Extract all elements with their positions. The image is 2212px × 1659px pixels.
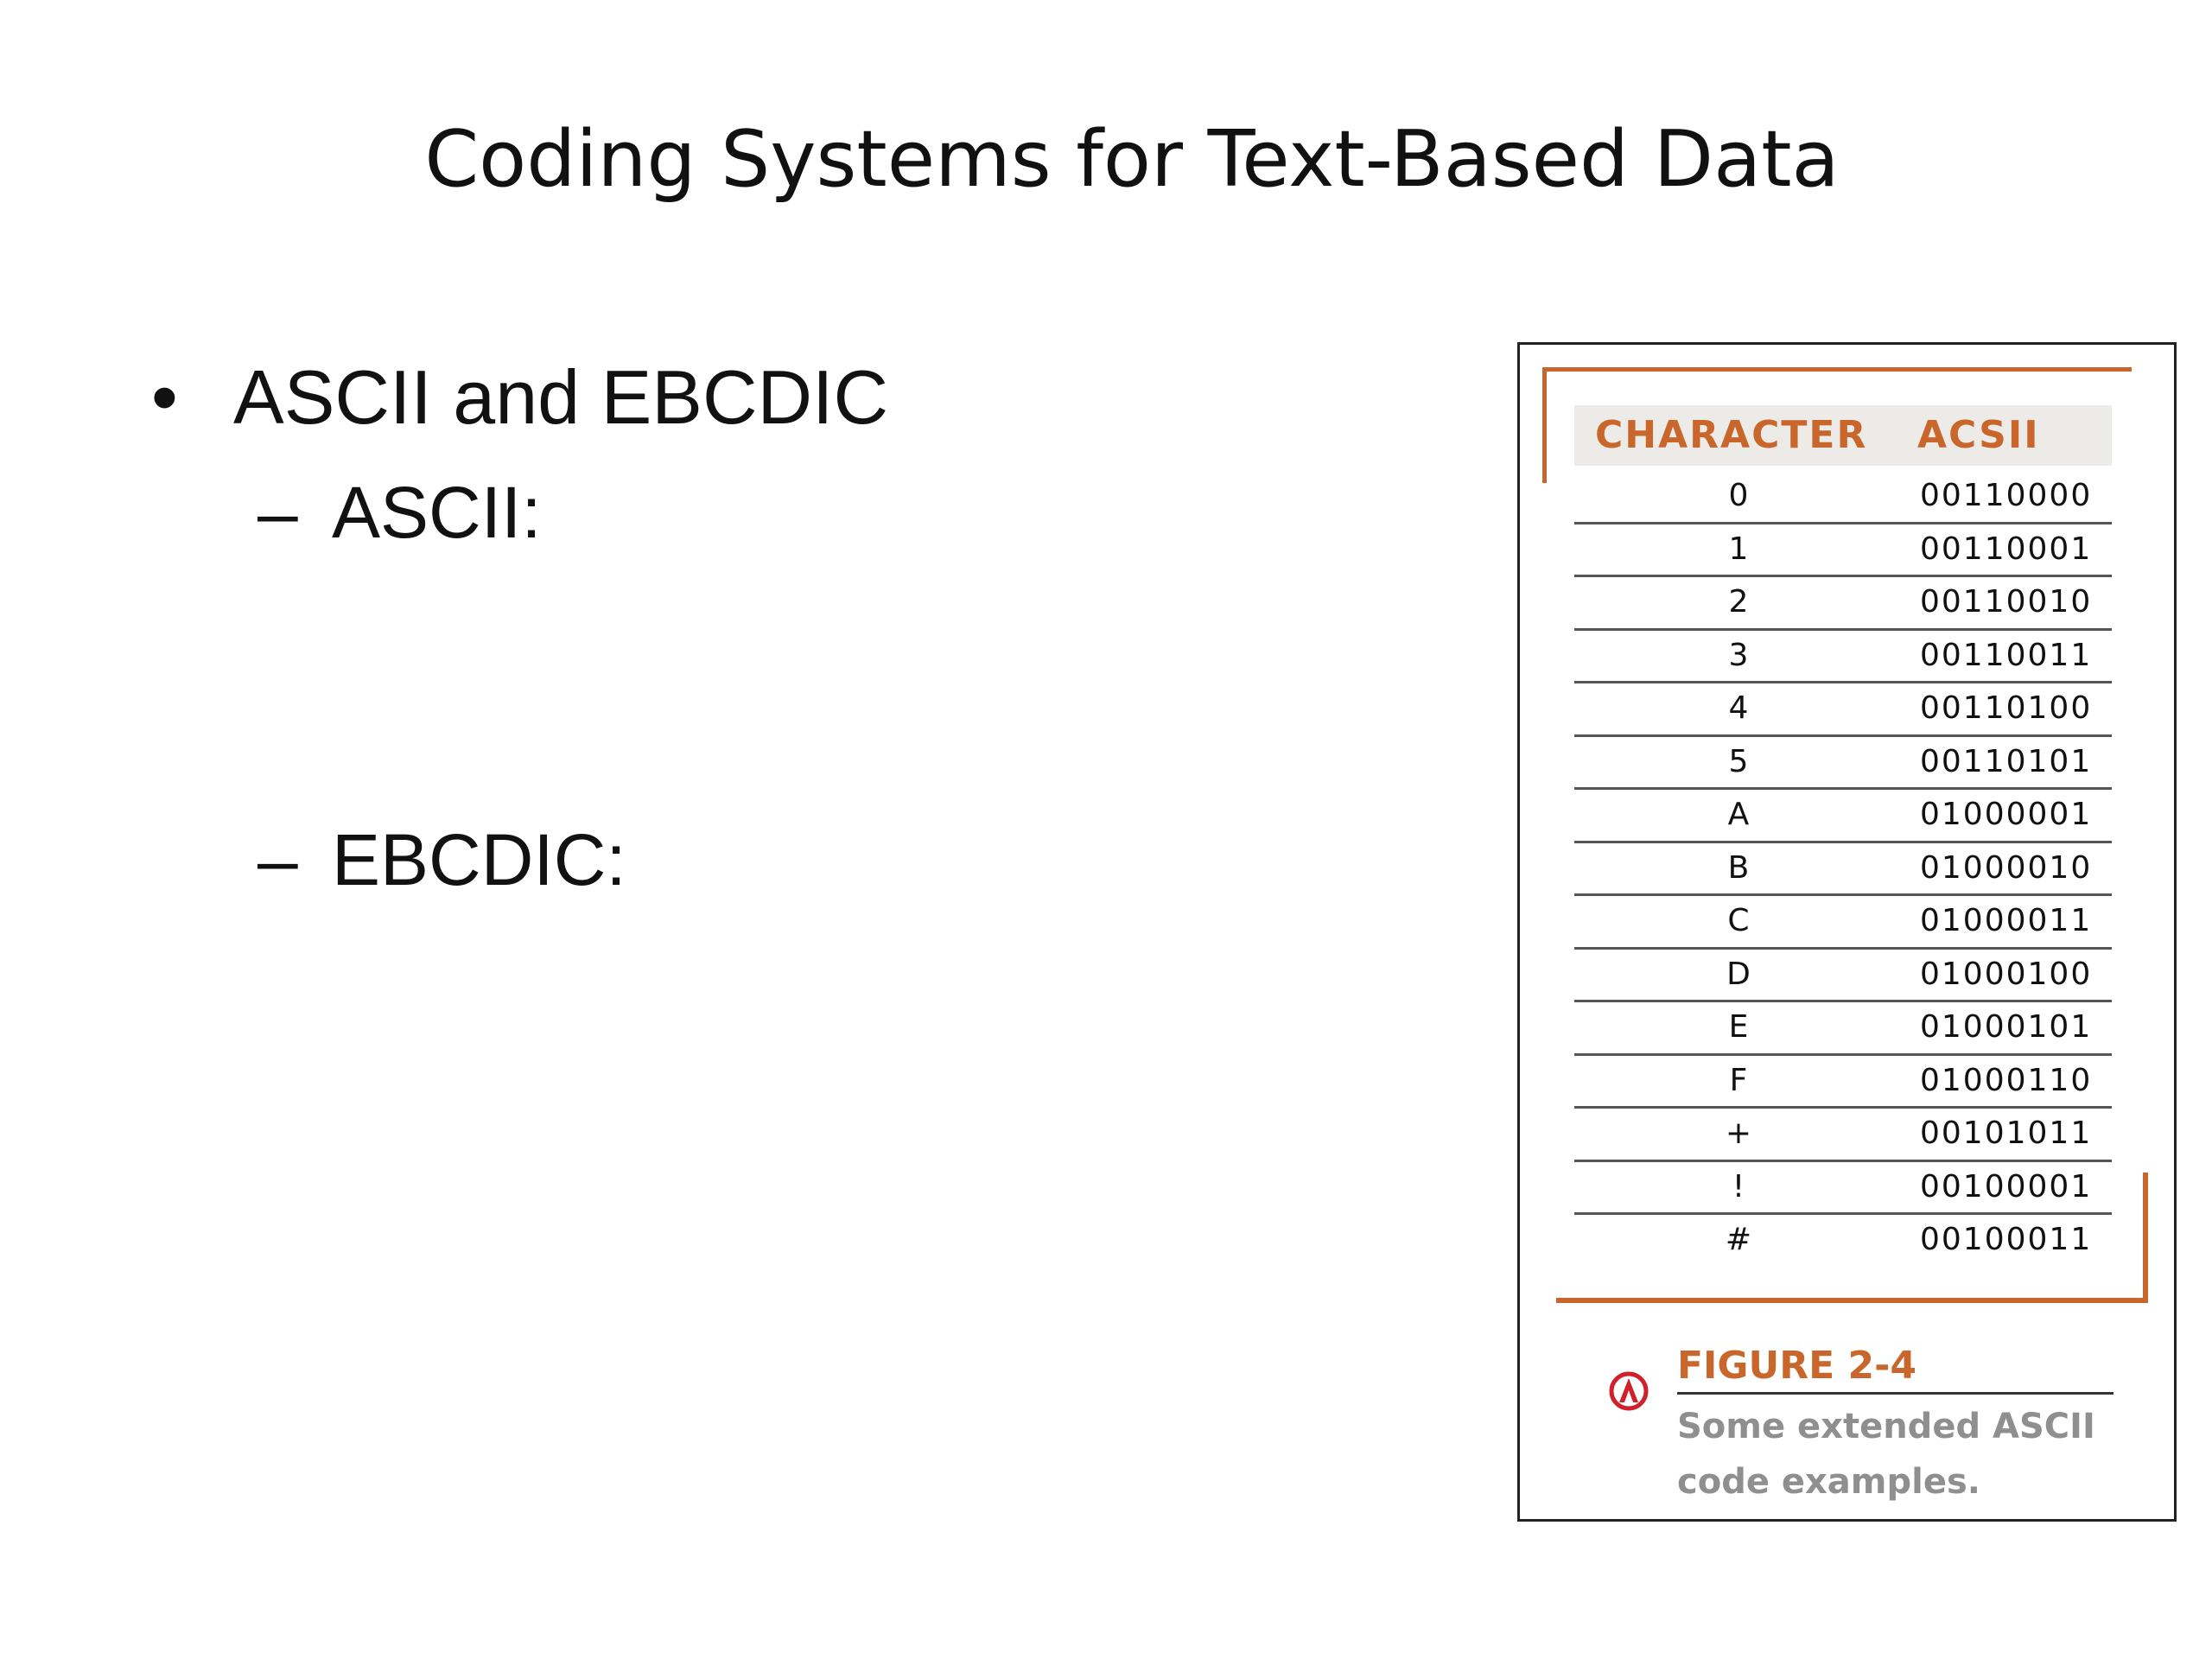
ascii-code-cell: 01000110 (1920, 1062, 2093, 1098)
table-row (1574, 524, 2112, 578)
ascii-code-cell: 00110101 (1920, 743, 2093, 779)
column-header-code: ACSII (1917, 413, 2040, 457)
character-cell: F (1729, 1062, 1748, 1098)
sub-bullet-marker: – (257, 819, 298, 900)
bullet-text: ASCII and EBCDIC (233, 354, 889, 440)
table-row (1574, 1109, 2112, 1162)
character-cell: D (1726, 956, 1751, 992)
caption-divider (1677, 1392, 2113, 1395)
publisher-logo-icon (1609, 1371, 1649, 1411)
ascii-code-cell: 01000010 (1920, 849, 2093, 886)
sub-bullet-marker: – (257, 472, 298, 553)
table-row (1574, 1002, 2112, 1056)
table-row (1574, 683, 2112, 737)
table-row (1574, 631, 2112, 684)
table-row (1574, 1056, 2112, 1109)
character-cell: # (1725, 1222, 1752, 1257)
slide-title: Coding Systems for Text-Based Data (424, 114, 1840, 205)
character-cell: 5 (1728, 743, 1749, 779)
character-cell: A (1727, 797, 1750, 832)
table-row (1574, 577, 2112, 631)
table-row (1574, 950, 2112, 1003)
bullet-marker: • (151, 354, 178, 440)
ascii-code-cell: 00110100 (1920, 690, 2093, 726)
character-cell: 4 (1728, 690, 1749, 726)
ascii-figure (1517, 342, 2177, 1522)
character-cell: B (1727, 849, 1750, 886)
character-cell: 3 (1728, 637, 1749, 673)
character-cell: 2 (1728, 584, 1749, 620)
table-row (1574, 896, 2112, 950)
figure-frame-right (2143, 1173, 2148, 1303)
character-cell: E (1728, 1009, 1749, 1045)
table-body (1574, 471, 2112, 1268)
ascii-code-cell: 01000100 (1920, 956, 2093, 992)
ascii-code-cell: 00101011 (1920, 1116, 2093, 1151)
ascii-code-cell: 00100001 (1920, 1168, 2093, 1205)
ascii-code-cell: 00110010 (1920, 584, 2093, 620)
table-row (1574, 737, 2112, 791)
table-header (1574, 405, 2112, 466)
figure-caption-title: FIGURE 2-4 (1677, 1344, 1917, 1388)
ascii-code-cell: 01000101 (1920, 1009, 2093, 1045)
column-header-character: CHARACTER (1595, 413, 1868, 457)
character-cell: C (1727, 903, 1750, 938)
figure-frame-bottom (1556, 1298, 2148, 1303)
table-row (1574, 471, 2112, 524)
character-cell: 0 (1728, 478, 1749, 513)
sub-bullet-text: ASCII: (332, 472, 542, 553)
figure-frame-top (1542, 367, 2132, 372)
figure-frame-left (1542, 367, 1547, 483)
table-row (1574, 1162, 2112, 1216)
character-cell: 1 (1728, 531, 1749, 567)
ascii-code-cell: 00110011 (1920, 637, 2093, 673)
table-row (1574, 843, 2112, 897)
character-cell: + (1725, 1116, 1752, 1151)
ascii-code-cell: 00110000 (1920, 478, 2093, 513)
character-cell: ! (1732, 1168, 1745, 1205)
ascii-code-cell: 01000001 (1920, 797, 2093, 832)
ascii-code-cell: 01000011 (1920, 903, 2093, 938)
table-row (1574, 790, 2112, 843)
ascii-code-cell: 00100011 (1920, 1222, 2093, 1257)
ascii-code-cell: 00110001 (1920, 531, 2093, 567)
sub-bullet-text: EBCDIC: (332, 819, 626, 900)
figure-caption-text: Some extended ASCII code examples. (1677, 1407, 2095, 1502)
table-row (1574, 1215, 2112, 1268)
